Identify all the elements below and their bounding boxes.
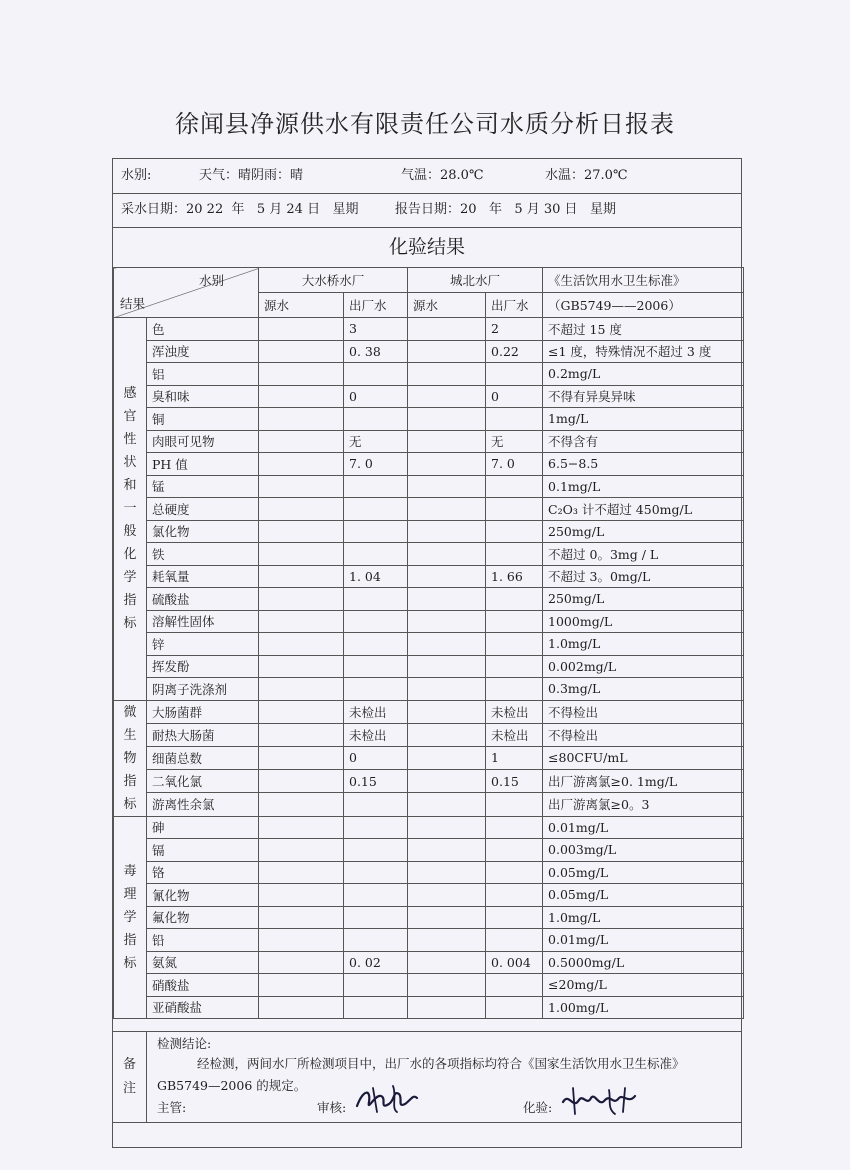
category-label: 毒理学指标 (123, 863, 137, 971)
plant-a-outlet-cell (344, 996, 408, 1019)
item-cell: 肉眼可见物 (147, 430, 259, 453)
plant-b-outlet-cell: 1 (486, 746, 543, 769)
category-label: 感官性状和一般化学指标 (123, 386, 137, 632)
plant-a-source-cell (259, 543, 344, 566)
results-table (113, 267, 744, 1019)
standard-cell: 0.003mg/L (543, 839, 744, 862)
plant-a-outlet-cell (344, 655, 408, 678)
conclusion-label: 检测结论: (157, 1036, 212, 1051)
item-cell: 铝 (147, 363, 259, 386)
plant-a-outlet-cell: 未检出 (344, 723, 408, 746)
plant-a-outlet-cell (344, 906, 408, 929)
standard-cell: 0.3mg/L (543, 678, 744, 701)
item-cell: 细菌总数 (147, 746, 259, 769)
plant-a-outlet-cell (344, 520, 408, 543)
standard-cell: 0.01mg/L (543, 816, 744, 839)
item-cell: 浑浊度 (147, 340, 259, 363)
date-row (113, 193, 741, 228)
remarks-category (113, 1032, 147, 1122)
table-row (114, 816, 744, 839)
plant-a-source-cell (259, 951, 344, 974)
plant-b-outlet-cell (486, 588, 543, 611)
air-temp-label: 气温：28.0℃ (401, 168, 484, 183)
item-cell: 游离性余氯 (147, 793, 259, 816)
plant-a-outlet-cell (344, 610, 408, 633)
plant-b-outlet-cell: 2 (486, 318, 543, 341)
plant-a-source-cell (259, 475, 344, 498)
standard-cell: 0.5000mg/L (543, 951, 744, 974)
table-row (114, 340, 744, 363)
plant-a-source-cell (259, 929, 344, 952)
plant-b-outlet-cell: 未检出 (486, 700, 543, 723)
standard-cell: 出厂游离氯≥0. 1mg/L (543, 770, 744, 793)
plant-b-source-cell (408, 340, 486, 363)
plant-b-source-cell (408, 951, 486, 974)
plant-b-source-cell (408, 816, 486, 839)
plant-a-outlet-cell: 0.15 (344, 770, 408, 793)
plant-b-header: 城北水厂 (408, 268, 543, 293)
plant-a-source-cell (259, 385, 344, 408)
standard-cell: 不得有异臭异味 (543, 385, 744, 408)
plant-a-source-cell (259, 884, 344, 907)
plant-a-outlet-cell (344, 884, 408, 907)
item-cell: 砷 (147, 816, 259, 839)
plant-b-outlet-cell (486, 408, 543, 431)
item-cell: 铜 (147, 408, 259, 431)
plant-a-source-cell (259, 408, 344, 431)
category-cell (114, 700, 147, 816)
table-row (114, 700, 744, 723)
plant-b-source-cell (408, 520, 486, 543)
plant-a-outlet-cell: 未检出 (344, 700, 408, 723)
table-row (114, 655, 744, 678)
plant-b-source-cell (408, 770, 486, 793)
table-row (114, 951, 744, 974)
table-row (114, 610, 744, 633)
plant-b-source-cell (408, 498, 486, 521)
table-row (114, 430, 744, 453)
plant-a-source-cell (259, 816, 344, 839)
plant-b-outlet-cell: 0. 004 (486, 951, 543, 974)
table-row (114, 543, 744, 566)
tester-signature (559, 1084, 639, 1118)
plant-a-header: 大水桥水厂 (259, 268, 408, 293)
water-type-label: 水别: (121, 168, 152, 183)
plant-b-outlet-cell (486, 929, 543, 952)
plant-b-outlet-cell (486, 974, 543, 997)
weather-row (113, 159, 741, 194)
plant-b-source-cell (408, 929, 486, 952)
standard-cell: 1.0mg/L (543, 633, 744, 656)
plant-b-source-cell (408, 588, 486, 611)
standard-cell: 0.05mg/L (543, 861, 744, 884)
plant-a-source-cell (259, 520, 344, 543)
standard-header-1: 《生活饮用水卫生标准》 (543, 268, 744, 293)
report-sheet (112, 158, 742, 1148)
plant-a-outlet-cell (344, 793, 408, 816)
plant-a-outlet-cell: 3 (344, 318, 408, 341)
item-cell: 臭和味 (147, 385, 259, 408)
plant-a-source-cell (259, 793, 344, 816)
standard-cell: 1000mg/L (543, 610, 744, 633)
standard-cell: 250mg/L (543, 588, 744, 611)
plant-a-source-cell (259, 340, 344, 363)
plant-a-source-cell (259, 906, 344, 929)
table-row (114, 906, 744, 929)
standard-cell: 不超过 3。0mg/L (543, 565, 744, 588)
table-row (114, 318, 744, 341)
plant-a-outlet-cell (344, 861, 408, 884)
section-title: 化验结果 (113, 227, 741, 268)
plant-b-outlet-cell: 0 (486, 385, 543, 408)
plant-a-source-cell (259, 678, 344, 701)
standard-cell: C₂O₃ 计不超过 450mg/L (543, 498, 744, 521)
plant-b-outlet-cell (486, 996, 543, 1019)
item-cell: PH 值 (147, 453, 259, 476)
plant-b-outlet-cell (486, 906, 543, 929)
plant-b-outlet-cell (486, 498, 543, 521)
category-label: 微生物指标 (123, 704, 137, 812)
category-cell (114, 318, 147, 701)
standard-cell: 250mg/L (543, 520, 744, 543)
plant-b-outlet-cell (486, 861, 543, 884)
table-row (114, 385, 744, 408)
supervisor-label: 主管: (157, 1100, 187, 1115)
plant-a-source-cell (259, 974, 344, 997)
plant-b-outlet-cell (486, 678, 543, 701)
conclusion-line-2: GB5749—2006 的规定。 (157, 1078, 307, 1093)
standard-cell: 出厂游离氯≥0。3 (543, 793, 744, 816)
plant-b-source-cell (408, 906, 486, 929)
plant-b-source-cell (408, 839, 486, 862)
plant-b-source-cell (408, 678, 486, 701)
table-row (114, 884, 744, 907)
plant-a-outlet-cell (344, 974, 408, 997)
category-cell (114, 816, 147, 1019)
item-cell: 锌 (147, 633, 259, 656)
item-cell: 氯化物 (147, 520, 259, 543)
item-cell: 总硬度 (147, 498, 259, 521)
plant-b-source-cell (408, 884, 486, 907)
plant-b-outlet-header: 出厂水 (486, 293, 543, 318)
plant-a-source-cell (259, 498, 344, 521)
remarks-label: 备注 (123, 1057, 137, 1096)
plant-b-source-cell (408, 974, 486, 997)
standard-cell: 1.00mg/L (543, 996, 744, 1019)
plant-b-outlet-cell (486, 475, 543, 498)
remarks-section (113, 1031, 741, 1123)
plant-b-outlet-cell: 0.15 (486, 770, 543, 793)
plant-b-outlet-cell (486, 839, 543, 862)
item-cell: 镉 (147, 839, 259, 862)
table-row (114, 861, 744, 884)
conclusion-line-1: 经检测，两间水厂所检测项目中，出厂水的各项指标均符合《国家生活饮用水卫生标准》 (197, 1056, 685, 1071)
plant-b-outlet-cell: 0.22 (486, 340, 543, 363)
plant-a-outlet-cell (344, 633, 408, 656)
tester-label: 化验: (523, 1100, 553, 1115)
plant-b-outlet-cell (486, 884, 543, 907)
plant-a-source-cell (259, 588, 344, 611)
item-cell: 铅 (147, 929, 259, 952)
plant-a-source-cell (259, 633, 344, 656)
plant-a-outlet-cell: 1. 04 (344, 565, 408, 588)
plant-a-source-cell (259, 746, 344, 769)
plant-b-source-cell (408, 430, 486, 453)
plant-b-outlet-cell (486, 816, 543, 839)
item-cell: 亚硝酸盐 (147, 996, 259, 1019)
table-row (114, 974, 744, 997)
plant-b-source-cell (408, 633, 486, 656)
plant-b-source-cell (408, 746, 486, 769)
item-cell: 挥发酚 (147, 655, 259, 678)
plant-a-outlet-cell: 0. 38 (344, 340, 408, 363)
table-row (114, 363, 744, 386)
table-row (114, 408, 744, 431)
plant-a-outlet-cell: 0 (344, 385, 408, 408)
plant-b-source-cell (408, 453, 486, 476)
plant-b-source-cell (408, 655, 486, 678)
plant-a-outlet-header: 出厂水 (344, 293, 408, 318)
plant-b-outlet-cell (486, 520, 543, 543)
plant-b-outlet-cell: 7. 0 (486, 453, 543, 476)
plant-b-source-cell (408, 363, 486, 386)
plant-a-source-cell (259, 565, 344, 588)
item-cell: 耗氧量 (147, 565, 259, 588)
plant-a-source-cell (259, 453, 344, 476)
item-cell: 阴离子洗涤剂 (147, 678, 259, 701)
standard-cell: 0.1mg/L (543, 475, 744, 498)
plant-a-source-header: 源水 (259, 293, 344, 318)
plant-a-outlet-cell (344, 408, 408, 431)
item-cell: 硫酸盐 (147, 588, 259, 611)
report-date: 报告日期：20 年 5 月 30 日 星期 (395, 202, 616, 217)
plant-b-outlet-cell (486, 543, 543, 566)
plant-a-outlet-cell (344, 498, 408, 521)
page-title: 徐闻县净源供水有限责任公司水质分析日报表 (175, 110, 675, 138)
plant-b-outlet-cell: 1. 66 (486, 565, 543, 588)
item-cell: 氟化物 (147, 906, 259, 929)
table-row (114, 746, 744, 769)
table-row (114, 588, 744, 611)
plant-a-source-cell (259, 610, 344, 633)
table-row (114, 498, 744, 521)
diag-top-label: 水别 (198, 273, 224, 288)
item-cell: 大肠菌群 (147, 700, 259, 723)
plant-b-source-header: 源水 (408, 293, 486, 318)
weather-label: 天气：晴阴雨：晴 (199, 168, 304, 183)
standard-cell: 1mg/L (543, 408, 744, 431)
item-cell: 耐热大肠菌 (147, 723, 259, 746)
reviewer-label: 审核: (317, 1100, 347, 1115)
table-row (114, 793, 744, 816)
plant-b-source-cell (408, 610, 486, 633)
standard-cell: 0.01mg/L (543, 929, 744, 952)
plant-a-outlet-cell (344, 816, 408, 839)
table-row (114, 520, 744, 543)
plant-b-source-cell (408, 318, 486, 341)
standard-cell: 不得检出 (543, 700, 744, 723)
reviewer-signature (353, 1082, 421, 1116)
standard-cell: ≤80CFU/mL (543, 746, 744, 769)
plant-a-outlet-cell (344, 363, 408, 386)
item-cell: 溶解性固体 (147, 610, 259, 633)
standard-cell: 不超过 15 度 (543, 318, 744, 341)
plant-b-outlet-cell (486, 793, 543, 816)
plant-a-outlet-cell: 0. 02 (344, 951, 408, 974)
table-row (114, 678, 744, 701)
plant-b-source-cell (408, 723, 486, 746)
item-cell: 二氧化氯 (147, 770, 259, 793)
header-row-1 (114, 268, 744, 293)
item-cell: 硝酸盐 (147, 974, 259, 997)
item-cell: 锰 (147, 475, 259, 498)
item-cell: 铬 (147, 861, 259, 884)
table-row (114, 929, 744, 952)
plant-a-source-cell (259, 430, 344, 453)
plant-a-source-cell (259, 770, 344, 793)
standard-cell: 0.05mg/L (543, 884, 744, 907)
plant-a-outlet-cell (344, 839, 408, 862)
diagonal-header-cell (114, 268, 259, 318)
table-row (114, 633, 744, 656)
plant-a-source-cell (259, 655, 344, 678)
standard-cell: 6.5−8.5 (543, 453, 744, 476)
plant-a-outlet-cell (344, 588, 408, 611)
plant-b-source-cell (408, 700, 486, 723)
plant-a-source-cell (259, 839, 344, 862)
plant-a-source-cell (259, 363, 344, 386)
plant-b-source-cell (408, 475, 486, 498)
plant-a-source-cell (259, 996, 344, 1019)
table-row (114, 475, 744, 498)
standard-cell: 1.0mg/L (543, 906, 744, 929)
standard-cell: 0.002mg/L (543, 655, 744, 678)
diag-bottom-label: 结果 (120, 296, 146, 311)
plant-a-outlet-cell: 7. 0 (344, 453, 408, 476)
standard-cell: 0.2mg/L (543, 363, 744, 386)
standard-cell: ≤20mg/L (543, 974, 744, 997)
plant-a-outlet-cell: 0 (344, 746, 408, 769)
plant-a-source-cell (259, 318, 344, 341)
standard-cell: ≤1 度，特殊情况不超过 3 度 (543, 340, 744, 363)
standard-header-2: （GB5749——2006） (543, 293, 744, 318)
plant-b-outlet-cell (486, 363, 543, 386)
plant-b-source-cell (408, 385, 486, 408)
standard-cell: 不超过 0。3mg / L (543, 543, 744, 566)
standard-cell: 不得含有 (543, 430, 744, 453)
item-cell: 氨氮 (147, 951, 259, 974)
plant-a-outlet-cell (344, 678, 408, 701)
table-row (114, 453, 744, 476)
standard-cell: 不得检出 (543, 723, 744, 746)
plant-b-source-cell (408, 996, 486, 1019)
table-row (114, 839, 744, 862)
plant-a-outlet-cell (344, 543, 408, 566)
table-row (114, 770, 744, 793)
plant-a-source-cell (259, 723, 344, 746)
plant-b-source-cell (408, 565, 486, 588)
table-row (114, 723, 744, 746)
plant-a-outlet-cell (344, 475, 408, 498)
plant-b-outlet-cell (486, 633, 543, 656)
plant-b-outlet-cell: 未检出 (486, 723, 543, 746)
table-row (114, 565, 744, 588)
plant-a-source-cell (259, 861, 344, 884)
sample-date: 采水日期：20 22 年 5 月 24 日 星期 (121, 202, 359, 217)
item-cell: 铁 (147, 543, 259, 566)
item-cell: 氰化物 (147, 884, 259, 907)
plant-a-outlet-cell: 无 (344, 430, 408, 453)
water-temp-label: 水温：27.0℃ (545, 168, 628, 183)
plant-b-outlet-cell (486, 655, 543, 678)
plant-b-source-cell (408, 793, 486, 816)
plant-b-source-cell (408, 408, 486, 431)
plant-b-outlet-cell: 无 (486, 430, 543, 453)
plant-a-outlet-cell (344, 929, 408, 952)
plant-b-source-cell (408, 543, 486, 566)
plant-b-outlet-cell (486, 610, 543, 633)
table-row (114, 996, 744, 1019)
plant-a-source-cell (259, 700, 344, 723)
item-cell: 色 (147, 318, 259, 341)
plant-b-source-cell (408, 861, 486, 884)
